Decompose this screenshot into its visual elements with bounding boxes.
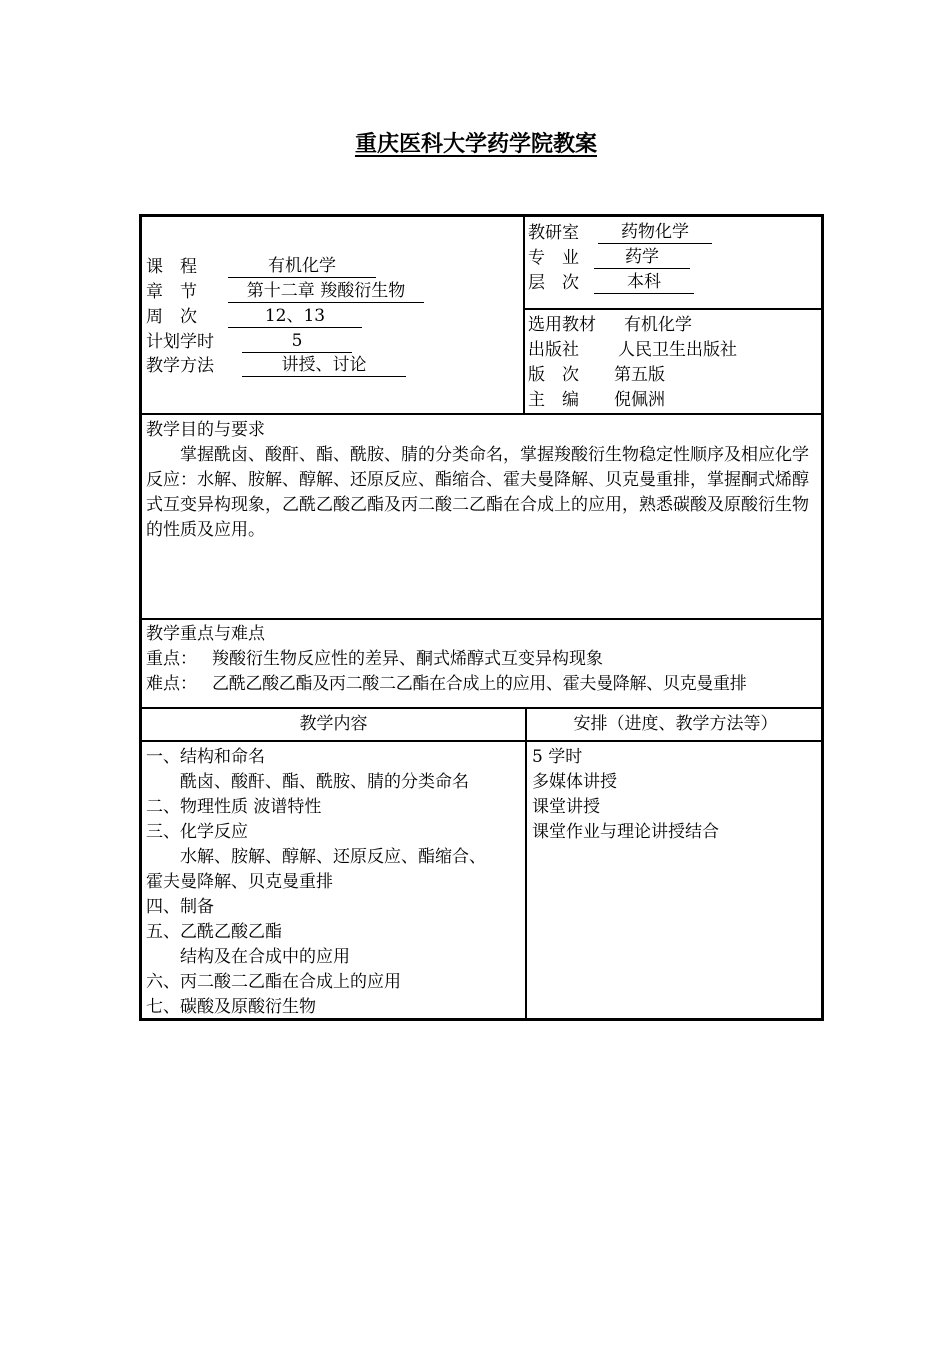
textbook-label: 选用教材: [528, 315, 596, 335]
keypoints-heading: 教学重点与难点: [146, 624, 265, 644]
publisher-value: 人民卫生出版社: [618, 340, 737, 360]
content-line: 六、丙二酸二乙酯在合成上的应用: [146, 972, 401, 992]
focus-value: 羧酸衍生物反应性的差异、酮式烯醇式互变异构现象: [212, 649, 603, 669]
major-label: 专 业: [528, 248, 579, 268]
edition-label: 版 次: [528, 365, 579, 385]
objectives-body: 掌握酰卤、酸酐、酯、酰胺、腈的分类命名，掌握羧酸衍生物稳定性顺序及相应化学反应：水解、胺解、醇解、还原反应、酯缩合、霍夫曼降解、贝克曼重排，掌握酮式烯醇式互变异构现象，乙酰乙酸乙酯及丙二酸二乙酯在合成上的应用，熟悉碳酸及原酸衍生物的性质及应用。: [146, 445, 809, 540]
content-line: 五、乙酰乙酸乙酯: [146, 922, 282, 942]
arrange-line: 5 学时: [532, 747, 583, 767]
arrange-line: 多媒体讲授: [532, 772, 617, 792]
chapter-label: 章 节: [146, 282, 197, 302]
level-value: 本科: [594, 271, 694, 294]
content-line: 七、碳酸及原酸衍生物: [146, 997, 316, 1017]
lesson-plan-table: [139, 214, 824, 1021]
content-line: 结构及在合成中的应用: [146, 947, 350, 967]
divider-content-header: [142, 740, 824, 742]
arrange-list: [532, 745, 820, 845]
course-value: 有机化学: [228, 255, 376, 278]
content-line: 二、物理性质 波谱特性: [146, 797, 322, 817]
difficulty-label: 难点：: [146, 674, 197, 694]
content-header: 教学内容: [299, 714, 368, 734]
publisher-label: 出版社: [528, 340, 579, 360]
divider-content-vertical: [525, 708, 527, 1021]
divider-top-vertical: [523, 217, 525, 413]
divider-objectives: [142, 618, 824, 620]
dept-label: 教研室: [528, 223, 579, 243]
editor-label: 主 编: [528, 390, 579, 410]
arrange-line: 课堂作业与理论讲授结合: [532, 822, 719, 842]
method-value: 讲授、讨论: [242, 354, 406, 377]
major-value: 药学: [594, 246, 690, 269]
content-line: 酰卤、酸酐、酯、酰胺、腈的分类命名: [146, 772, 469, 792]
editor-value: 倪佩洲: [614, 390, 665, 410]
hours-label: 计划学时: [146, 332, 214, 352]
content-line: 一、结构和命名: [146, 747, 265, 767]
page-title: [0, 127, 952, 158]
hours-value: 5: [242, 330, 352, 353]
dept-value: 药物化学: [598, 221, 712, 244]
course-label: 课 程: [146, 257, 197, 277]
focus-label: 重点：: [146, 649, 197, 669]
content-line: 水解、胺解、醇解、还原反应、酯缩合、: [146, 847, 486, 867]
content-line: 三、化学反应: [146, 822, 248, 842]
divider-keypoints: [142, 707, 824, 709]
method-label: 教学方法: [146, 356, 214, 376]
edition-value: 第五版: [614, 365, 665, 385]
week-label: 周 次: [146, 307, 197, 327]
divider-right-split: [524, 308, 824, 310]
textbook-value: 有机化学: [624, 315, 692, 335]
level-label: 层 次: [528, 273, 579, 293]
chapter-value: 第十二章 羧酸衍生物: [228, 280, 424, 303]
content-line: 霍夫曼降解、贝克曼重排: [146, 872, 333, 892]
arrange-line: 课堂讲授: [532, 797, 600, 817]
content-line: 四、制备: [146, 897, 214, 917]
arrange-header: 安排（进度、教学方法等）: [573, 714, 778, 734]
difficulty-value: 乙酰乙酸乙酯及丙二酸二乙酯在合成上的应用、霍夫曼降解、贝克曼重排: [212, 674, 747, 694]
divider-top-section: [142, 413, 824, 415]
content-list: [146, 745, 524, 1020]
objectives-heading: 教学目的与要求: [146, 420, 265, 440]
title-text: 重庆医科大学药学院教案: [354, 132, 597, 157]
week-value: 12、13: [228, 305, 362, 328]
